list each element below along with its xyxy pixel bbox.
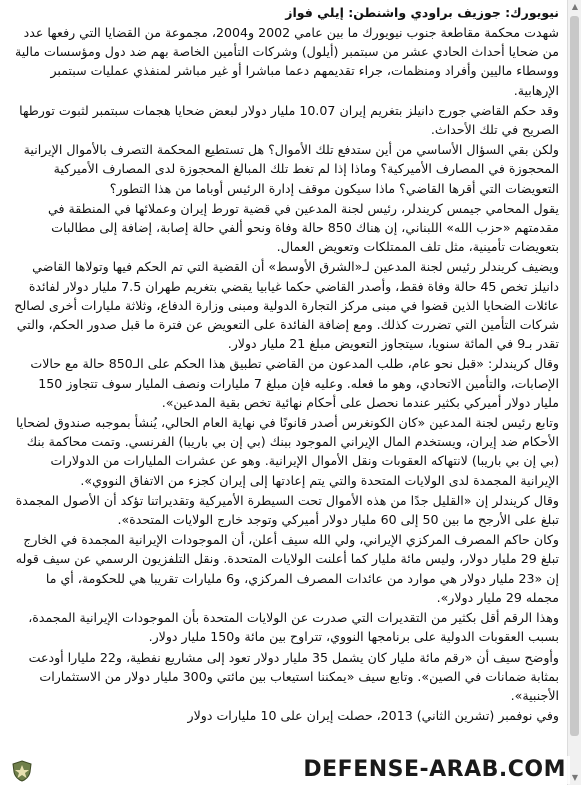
article-paragraph: وقال كريندلر: «قبل نحو عام، طلب المدعون من القاضي تطبيق هذا الحكم على الـ850 حالة مع حالات الإصابات، والتأمين الاتحادي، وهو ما فعله. وعليه فإن مبلغ 7 مليارات ونصف المليار سوف تتجاوز 150 مليار دولار أميركي بكثير عندما نحصل على أحكام نهائية تخص بقية المدعين». xyxy=(30,356,559,410)
article-paragraph: وكان حاكم المصرف المركزي الإيراني، ولي الله سيف أعلن، أن الموجودات الإيرانية المجمدة في الخارج تبلغ 29 مليار دولار، وليس مائة مليار كما أعلنت الولايات المتحدة. ونقل التلفزيون الرسمي عن سيف قوله إن «23 مليار دولار هي موارد من عائدات المصرف المركزي، و6 مليارات تقريبا هي للحكومة، أي ما مجمله 29 مليار دولار». xyxy=(15,532,559,605)
vertical-scrollbar[interactable] xyxy=(567,0,581,785)
article-paragraph: شهدت محكمة مقاطعة جنوب نيويورك ما بين عامي 2002 و2004، مجموعة من القضايا التي رفعها عدد من ضحايا أحداث الحادي عشر من سبتمبر (أيلول) وشركات التأمين الخاصة بهم ضد دول ومؤسسات مالية ووسطاء ماليين وأفراد ومنظمات، جراء تقديمهم دعما مباشرا أو غير مباشر لمنفذي عمليات سبتمبر الإرهابية. xyxy=(14,25,559,98)
article-paragraph: وتابع رئيس لجنة المدعين «كان الكونغرس أصدر قانونًا في نهاية العام الحالي، يُنشأ بموجبه صندوق لضحايا الأحكام ضد إيران، ويستخدم المال الإيراني الموجود ببنك (بي إن بي باريبا) الفرنسي. وتمت محاكمة بنك (بي إن بي باريبا) لانتهاكه العقوبات ونقل الأموال الإيرانية. وهو عن عشرات المليارات من الدولارات الإيرانية المجمدة لدى الولايات المتحدة والتي يتم إعادتها إلى إيران كجزء من الاتفاق النووي». xyxy=(15,415,559,488)
watermark-text: DEFENSE-ARAB.COM xyxy=(299,756,570,784)
article-paragraph: ولكن بقي السؤال الأساسي من أين ستدفع تلك الأموال؟ هل تستطيع المحكمة التصرف بالأموال الإيرانية المحجوزة في المصارف الأميركية؟ وماذا إذا لم تغط تلك المبالغ المحجوزة لدى المصارف الأميركية التعويضات التي أقرها القاضي؟ ماذا سيكون موقف إدارة الرئيس أوباما من هذا التطور؟ xyxy=(23,142,559,196)
site-watermark xyxy=(190,755,570,785)
scroll-down-arrow-icon[interactable]: ▼ xyxy=(571,773,579,782)
article-byline: نيويورك: جوزيف براودي واشنطن: إيلي فواز xyxy=(285,5,559,20)
shield-logo-icon xyxy=(10,759,34,783)
article-paragraph: يقول المحامي جيمس كريندلر، رئيس لجنة المدعين في قضية تورط إيران وعملائها في المنطقة في مقدمتهم «حزب الله» اللبناني، إن هناك 850 حالة وفاة ونحو ألفي حالة إصابة، إضافة إلى مطالبات بتعويضات تأمينية، مثل تلف الممتلكات وتعويض العمال. xyxy=(47,200,559,255)
article-paragraph: وهذا الرقم أقل بكثير من التقديرات التي صدرت عن الولايات المتحدة بأن الموجودات الإيرانية المجمدة، بسبب العقوبات الدولية على برنامجها النووي، تتراوح بين مائة و150 مليار دولار. xyxy=(28,610,559,645)
article-paragraph: ويضيف كريندلر رئيس لجنة المدعين لـ«الشرق الأوسط» أن القضية التي تم الحكم فيها وتولاها القاضي دانيلز تخص 45 حالة وفاة فقط، وأصدر القاضي حكما غيابيا يقضي بتغريم طهران 7.5 مليار دولار لفائدة عائلات الضحايا الذين قضوا في مبنى مركز التجارة الدولية ومبنى وزارة الدفاع، وثلاثة مليارات أخرى لصالح شركات التأمين التي تضررت كذلك. ومع إضافة الفائدة على التعويض عن فترة ما قبل صدور الحكم، والتي تقدر بـ9 في المائة سنويا، سيتجاوز التعويض مبلغ 21 مليار دولار. xyxy=(14,259,559,352)
article-paragraph: وأوضح سيف أن «رقم مائة مليار كان يشمل 35 مليار دولار تعود إلى مشاريع نفطية، و22 مليارا أودعت بمثابة ضمانات في الصين». وتابع سيف «يمكننا استيعاب بين مائتي و300 مليار دولار من الاستثمارات الأجنبية». xyxy=(28,649,559,703)
article-paragraph: وقد حكم القاضي جورج دانيلز بتغريم إيران 10.07 مليار دولار لبعض ضحايا هجمات سبتمبر لثبوت تورطها الصريح في تلك الأحداث. xyxy=(19,102,559,138)
article-paragraph: وفي نوفمبر (تشرين الثاني) 2013، حصلت إيران على 10 مليارات دولار xyxy=(187,708,559,724)
scroll-up-arrow-icon[interactable]: ▲ xyxy=(571,2,579,11)
article-paragraph: وقال كريندلر إن «القليل جدًا من هذه الأموال تحت السيطرة الأميركية وتقديراتنا تؤكد أن الأصول المجمدة تبلغ على الأرجح ما بين 50 إلى 60 مليار دولار أميركي وتوجد خارج الولايات المتحدة». xyxy=(15,492,559,528)
scrollbar-thumb[interactable] xyxy=(570,16,579,736)
